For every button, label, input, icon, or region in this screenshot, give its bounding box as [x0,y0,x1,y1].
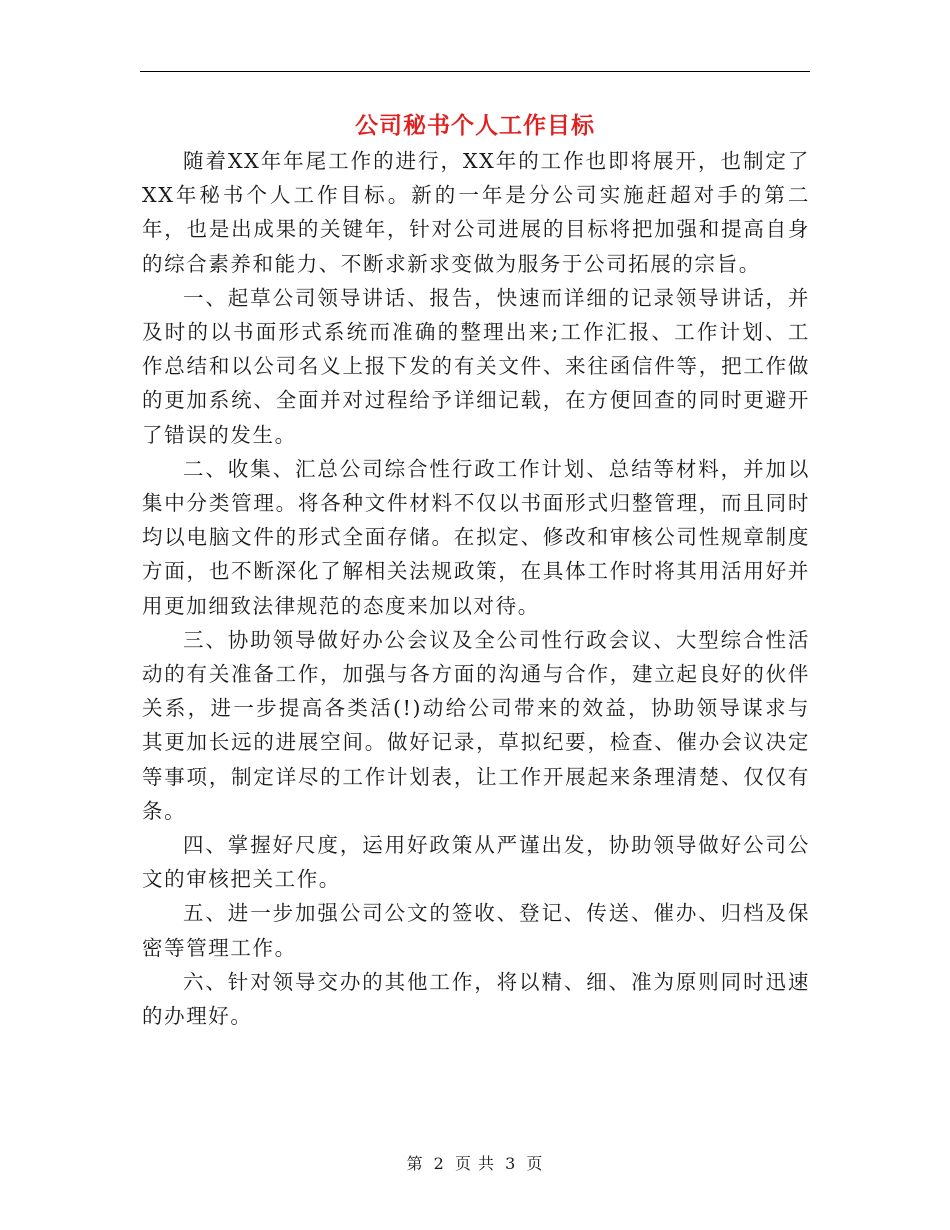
footer-prefix: 第 [406,1154,424,1173]
paragraph-item-3: 三、协助领导做好办公会议及全公司性行政会议、大型综合性活动的有关准备工作，加强与各方面的沟通与合作，建立起良好的伙伴关系，进一步提高各类活(!)动给公司带来的效益，协助领导谋求与其更加长远的进展空间。做好记录，草拟纪要，检查、催办会议决定等事项，制定详尽的工作计划表，让工作开展起来条理清楚、仅仅有条。 [142,627,810,823]
paragraph-intro: 随着XX年年尾工作的进行，XX年的工作也即将展开，也制定了XX年秘书个人工作目标。新的一年是分公司实施赶超对手的第二年，也是出成果的关键年，针对公司进展的目标将把加强和提高自身的综合素养和能力、不断求新求变做为服务于公司拓展的宗旨。 [142,149,810,276]
page-footer [0,1152,950,1176]
footer-total-pages: 3 [505,1154,517,1173]
paragraph-item-6: 六、针对领导交办的其他工作，将以精、细、准为原则同时迅速的办理好。 [142,969,810,1029]
footer-middle: 页 共 [454,1154,496,1173]
paragraph-item-5: 五、进一步加强公司公文的签收、登记、传送、催办、归档及保密等管理工作。 [142,901,810,960]
footer-current-page: 2 [433,1154,445,1173]
document-body [142,144,810,1033]
document-title: 公司秘书个人工作目标 [355,112,595,139]
header-rule [140,71,810,72]
paragraph-item-2: 二、收集、汇总公司综合性行政工作计划、总结等材料，并加以集中分类管理。将各种文件材料不仅以书面形式归整管理，而且同时均以电脑文件的形式全面存储。在拟定、修改和审核公司性规章制度方面，也不断深化了解相关法规政策，在具体工作时将其用活用好并用更加细致法律规范的态度来加以对待。 [142,456,810,618]
paragraph-item-1: 一、起草公司领导讲话、报告，快速而详细的记录领导讲话，并及时的以书面形式系统而准确的整理出来;工作汇报、工作计划、工作总结和以公司名义上报下发的有关文件、来往函信件等，把工作做的更加系统、全面并对过程给予详细记载，在方便回查的同时更避开了错误的发生。 [142,285,810,447]
paragraph-item-4: 四、掌握好尺度，运用好政策从严谨出发，协助领导做好公司公文的审核把关工作。 [142,833,810,892]
footer-suffix: 页 [526,1154,544,1173]
